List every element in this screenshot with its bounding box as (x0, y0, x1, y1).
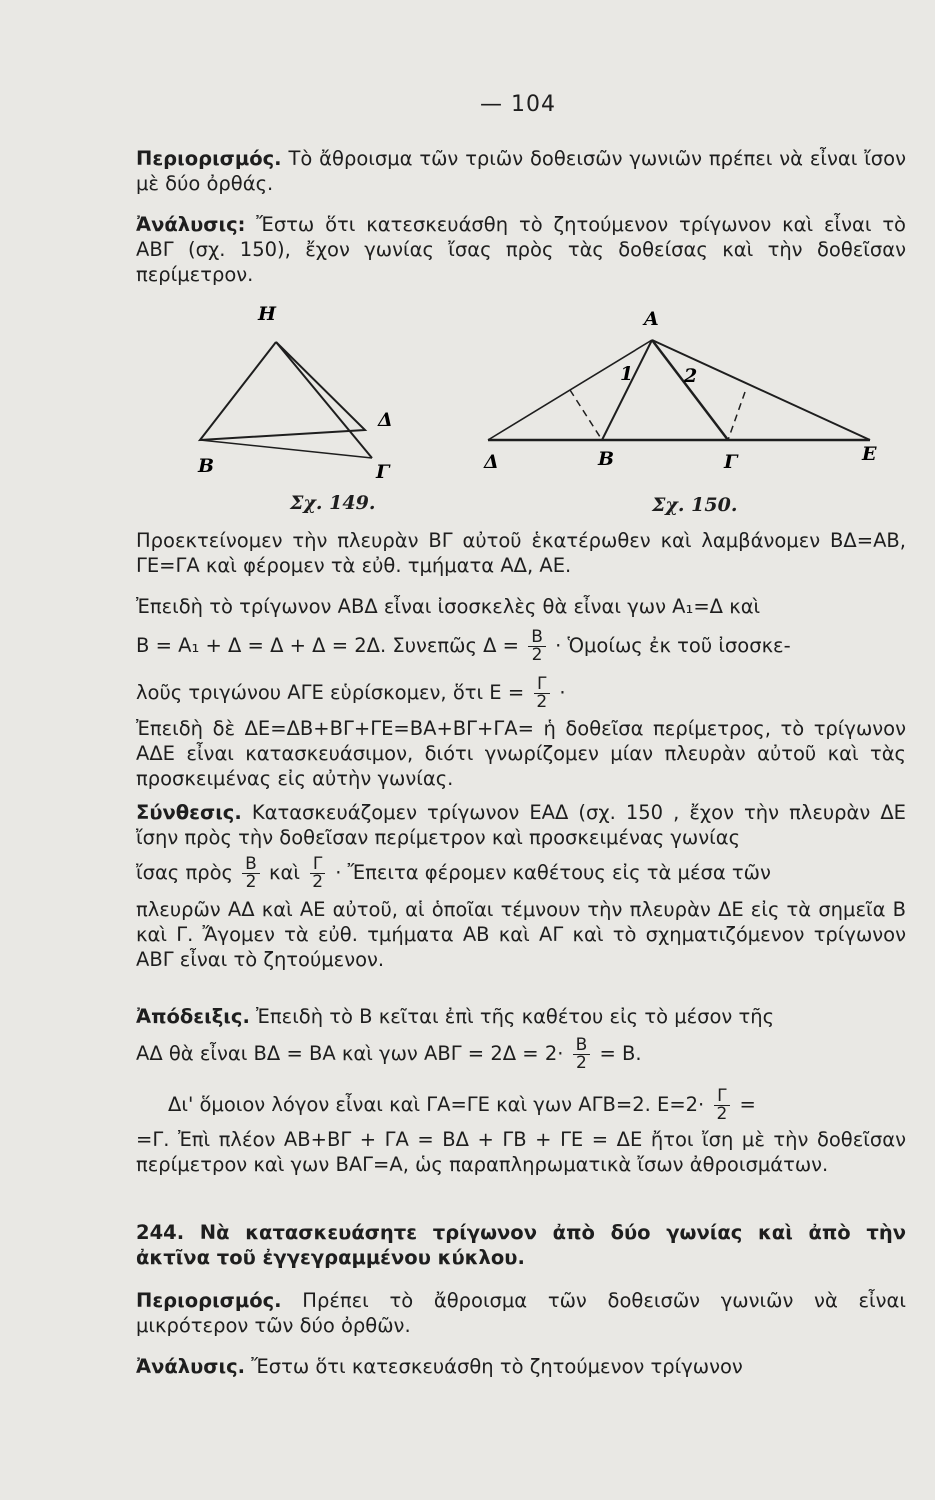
fig150-AE (652, 340, 870, 440)
similar-line-1: Δι' ὅμοιον λόγον εἶναι καὶ ΓΑ=ΓΕ καὶ γων ΑΓΒ=2. Ε=2· $\frac{\Gamma}{2}$ = (168, 1086, 756, 1124)
synthesis-text: Κατασκευάζομεν τρίγωνον ΕΑΔ (σχ. 150 , ἔχον τὴν πλευρὰν ΔΕ ἴσην πρὸς τὴν δοθεῖσαν περίμετρον καὶ προσκειμένας γωνίας (136, 801, 906, 849)
isosceles-line-2: Β = Α₁ + Δ = Δ + Δ = 2Δ. Συνεπῶς Δ = $\frac{B}{2}$ · Ὁμοίως ἐκ τοῦ ἰσοσκε- (136, 627, 791, 665)
restriction-2-label: Περιορισμός. (136, 1289, 282, 1312)
isosceles-line-3: λοῦς τριγώνου ΑΓΕ εὑρίσκομεν, ὅτι Ε = $\frac{\Gamma}{2}$ · (136, 674, 566, 712)
fig150-label-B: Β (598, 448, 615, 470)
fig149-label-top: Η (258, 303, 276, 325)
analysis-text: Ἔστω ὅτι κατεσκευάσθη τὸ ζητούμενον τρίγωνον καὶ εἶναι τὸ ΑΒΓ (σχ. 150), ἔχον γωνίας ἴσας πρὸς τὰς δοθείσας καὶ τὴν δοθεῖσαν περίμετρον. (136, 213, 906, 286)
fig149-label-mid: Δ (378, 409, 393, 431)
paragraph-extension (136, 528, 906, 578)
fig150-label-D: Δ (484, 451, 499, 473)
fig150-label-2: 2 (684, 365, 698, 387)
fig150-label-E: Ε (862, 443, 877, 465)
fig150-perp-1 (570, 390, 602, 440)
fig150-AG (652, 340, 728, 440)
synthesis-label: Σύνθεσις. (136, 801, 242, 824)
proof-line-2: ΑΔ θὰ εἶναι ΒΔ = ΒΑ καὶ γων ΑΒΓ = 2Δ = 2· $\frac{B}{2}$ = Β. (136, 1035, 642, 1073)
fraction-b-half: $\frac{B}{2}$ (528, 629, 546, 664)
perimeter-text: Ἐπειδὴ δὲ ΔΕ=ΔΒ+ΒΓ+ΓΕ=ΒΑ+ΒΓ+ΓΑ= ἡ δοθεῖσα περίμετρος, τὸ τρίγωνον ΑΔΕ εἶναι κατασκευάσιμον, διότι γνωρίζομεν μίαν πλευρὰν αὐτοῦ καὶ τὰς προσκειμένας εἰς αὐτὴν γωνίας. (136, 717, 906, 790)
restriction-label: Περιορισμός. (136, 147, 282, 170)
synthesis-fraction-line: ἴσας πρὸς $\frac{B}{2}$ καὶ $\frac{\Gamma}{2}$ · Ἔπειτα φέρομεν καθέτους εἰς τὰ μέσα τῶν (136, 854, 771, 892)
fig149-line-to-delta (276, 342, 372, 458)
fig149-label-left: Β (198, 455, 215, 477)
paragraph-proof (136, 1004, 906, 1072)
exercise-244 (136, 1220, 906, 1270)
restriction-2-text: Πρέπει τὸ ἄθροισμα τῶν δοθεισῶν γωνιῶν νὰ εἶναι μικρότερον τῶν δύο ὀρθῶν. (136, 1289, 906, 1337)
fig150-label-1: 1 (620, 363, 634, 385)
fraction-b-half-2: $\frac{B}{2}$ (242, 856, 260, 891)
paragraph-restriction (136, 146, 906, 196)
analysis-label: Ἀνάλυσις: (136, 213, 246, 236)
fig149-triangle (200, 342, 365, 440)
paragraph-isosceles (136, 594, 906, 711)
figure-149 (180, 300, 420, 510)
fraction-g-half-3: $\frac{\Gamma}{2}$ (713, 1088, 730, 1123)
fig149-label-right: Γ (376, 461, 390, 483)
figure-150-caption: Σχ. 150. (652, 494, 738, 516)
fraction-g-half-2: $\frac{\Gamma}{2}$ (309, 856, 326, 891)
fig150-label-G: Γ (724, 451, 738, 473)
fraction-g-half: $\frac{\Gamma}{2}$ (533, 676, 550, 711)
isosceles-line-1: Ἐπειδὴ τὸ τρίγωνον ΑΒΔ εἶναι ἰσοσκελὲς θὰ εἶναι γων Α₁=Δ καὶ (136, 595, 761, 618)
figure-150 (470, 300, 890, 510)
page-number: — 104 (480, 92, 556, 117)
synthesis-rest: πλευρῶν ΑΔ καὶ ΑΕ αὐτοῦ, αἱ ὁποῖαι τέμνουν τὴν πλευρὰν ΔΕ εἰς τὰ σημεῖα Β καὶ Γ. Ἄγομεν τὰ εὐθ. τμήματα ΑΒ καὶ ΑΓ καὶ τὸ σχηματιζόμενον τρίγωνον ΑΒΓ εἶναι τὸ ζητούμενον. (136, 898, 906, 971)
paragraph-similar (136, 1088, 906, 1177)
exercise-244-text: 244. Νὰ κατασκευάσητε τρίγωνον ἀπὸ δύο γωνίας καὶ ἀπὸ τὴν ἀκτῖνα τοῦ ἐγγεγραμμένου κύκλου. (136, 1221, 906, 1269)
paragraph-perimeter (136, 716, 906, 791)
fig149-base (200, 440, 372, 458)
extension-text: Προεκτείνομεν τὴν πλευρὰν ΒΓ αὐτοῦ ἑκατέρωθεν καὶ λαμβάνομεν ΒΔ=ΑΒ, ΓΕ=ΓΑ καὶ φέρομεν τὰ εὐθ. τμήματα ΑΔ, ΑΕ. (136, 529, 906, 577)
figure-149-caption: Σχ. 149. (290, 492, 376, 514)
analysis-2-text: Ἔστω ὅτι κατεσκευάσθη τὸ ζητούμενον τρίγωνον (245, 1355, 743, 1378)
paragraph-restriction-2 (136, 1288, 906, 1338)
restriction-text: Τὸ ἄθροισμα τῶν τριῶν δοθεισῶν γωνιῶν πρέπει νὰ εἶναι ἴσον μὲ δύο ὀρθάς. (136, 147, 906, 195)
proof-text: Ἐπειδὴ τὸ Β κεῖται ἐπὶ τῆς καθέτου εἰς τὸ μέσον τῆς (249, 1005, 775, 1028)
fig150-perp-2 (728, 392, 745, 440)
paragraph-analysis-2 (136, 1354, 906, 1379)
paragraph-synthesis (136, 800, 906, 972)
fig150-label-A: Α (644, 308, 659, 330)
fraction-b-half-3: $\frac{B}{2}$ (573, 1037, 591, 1072)
proof-label: Ἀπόδειξις. (136, 1005, 250, 1028)
analysis-2-label: Ἀνάλυσις. (136, 1355, 246, 1378)
paragraph-analysis (136, 212, 906, 287)
similar-rest: =Γ. Ἐπὶ πλέον ΑΒ+ΒΓ + ΓΑ = ΒΔ + ΓΒ + ΓΕ = ΔΕ ἤτοι ἴση μὲ τὴν δοθεῖσαν περίμετρον καὶ γων ΒΑΓ=Α, ὡς παραπληρωματικὰ ἴσων ἀθροισμάτων. (136, 1128, 906, 1176)
